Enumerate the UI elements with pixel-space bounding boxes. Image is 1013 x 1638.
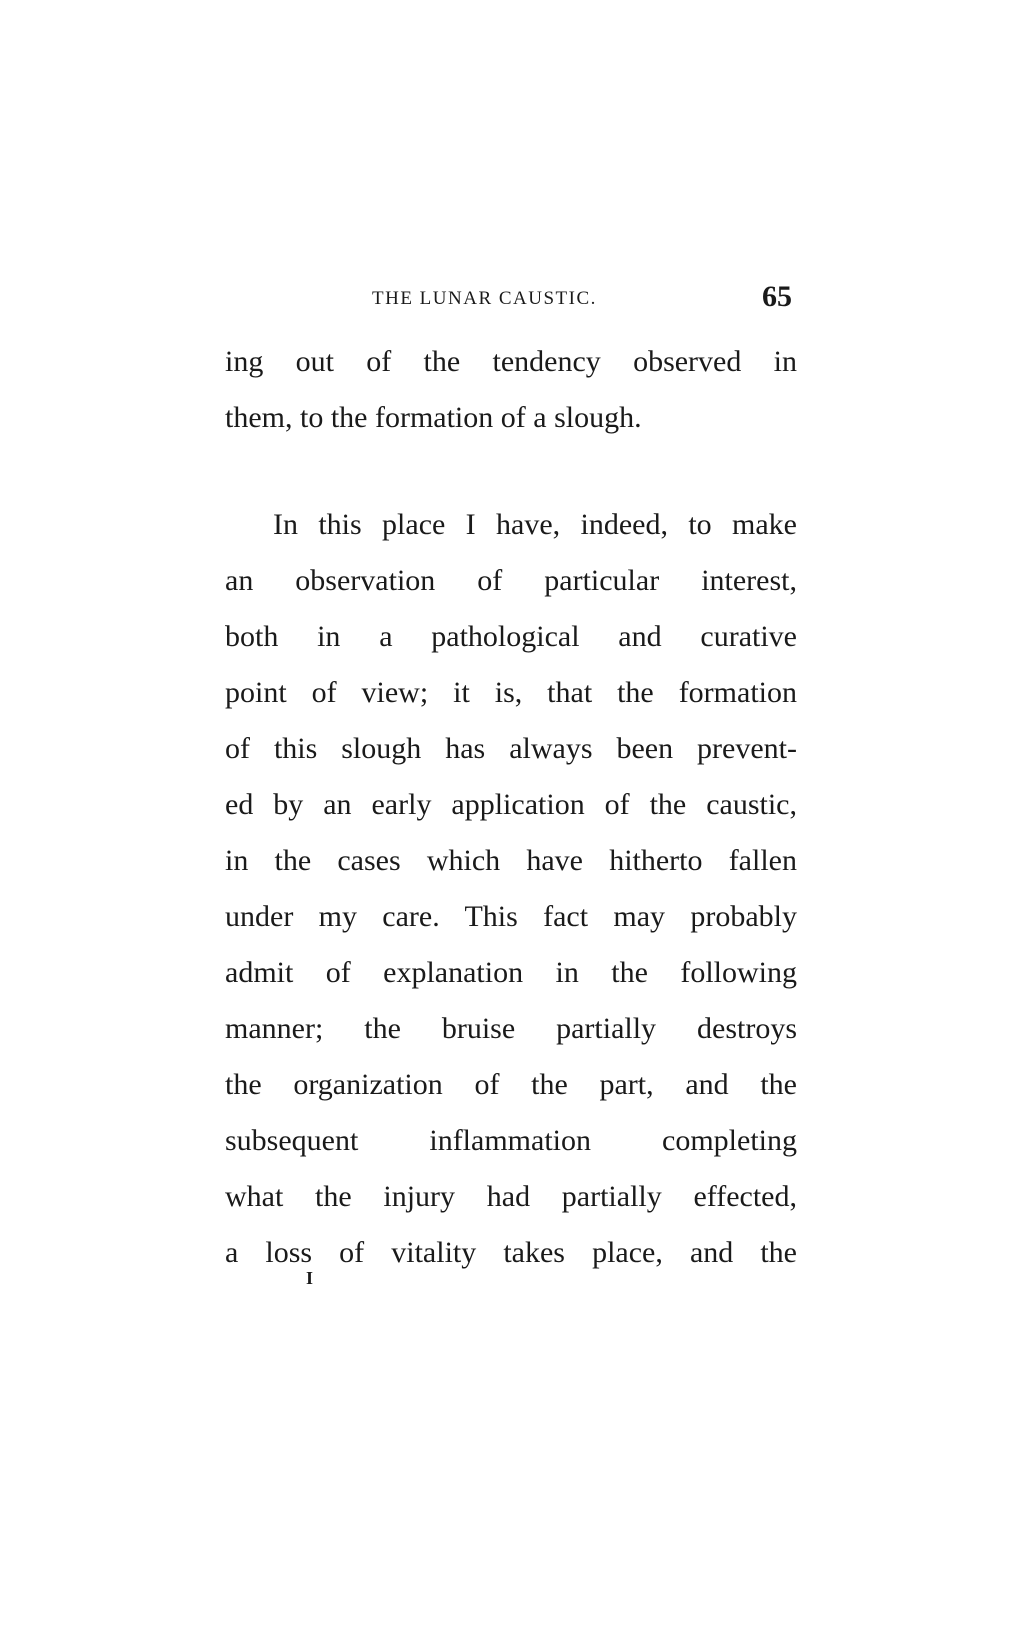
text-line: an observation of particular interest, — [225, 564, 797, 597]
text-line: both in a pathological and curative — [225, 620, 797, 653]
running-header — [0, 280, 1013, 320]
paragraph — [225, 497, 797, 1281]
text-line: a loss of vitality takes place, and the — [225, 1236, 797, 1269]
text-line: point of view; it is, that the formation — [225, 676, 797, 709]
text-line: ing out of the tendency observed in — [225, 345, 797, 378]
paragraph-continued — [225, 334, 797, 446]
page-number: 65 — [762, 280, 792, 313]
text-line: admit of explanation in the following — [225, 956, 797, 989]
text-line: under my care. This fact may probably — [225, 900, 797, 933]
text-line: manner; the bruise partially destroys — [225, 1012, 797, 1045]
text-line: what the injury had partially effected, — [225, 1180, 797, 1213]
text-line: In this place I have, indeed, to make — [273, 508, 797, 541]
running-title: THE LUNAR CAUSTIC. — [372, 288, 597, 309]
text-line: them, to the formation of a slough. — [225, 401, 642, 434]
text-line: ed by an early application of the caustic, — [225, 788, 797, 821]
text-line: the organization of the part, and the — [225, 1068, 797, 1101]
text-line: in the cases which have hitherto fallen — [225, 844, 797, 877]
signature-mark: I — [306, 1268, 314, 1288]
text-line: subsequent inflammation completing — [225, 1124, 797, 1157]
text-line: of this slough has always been prevent- — [225, 732, 797, 765]
